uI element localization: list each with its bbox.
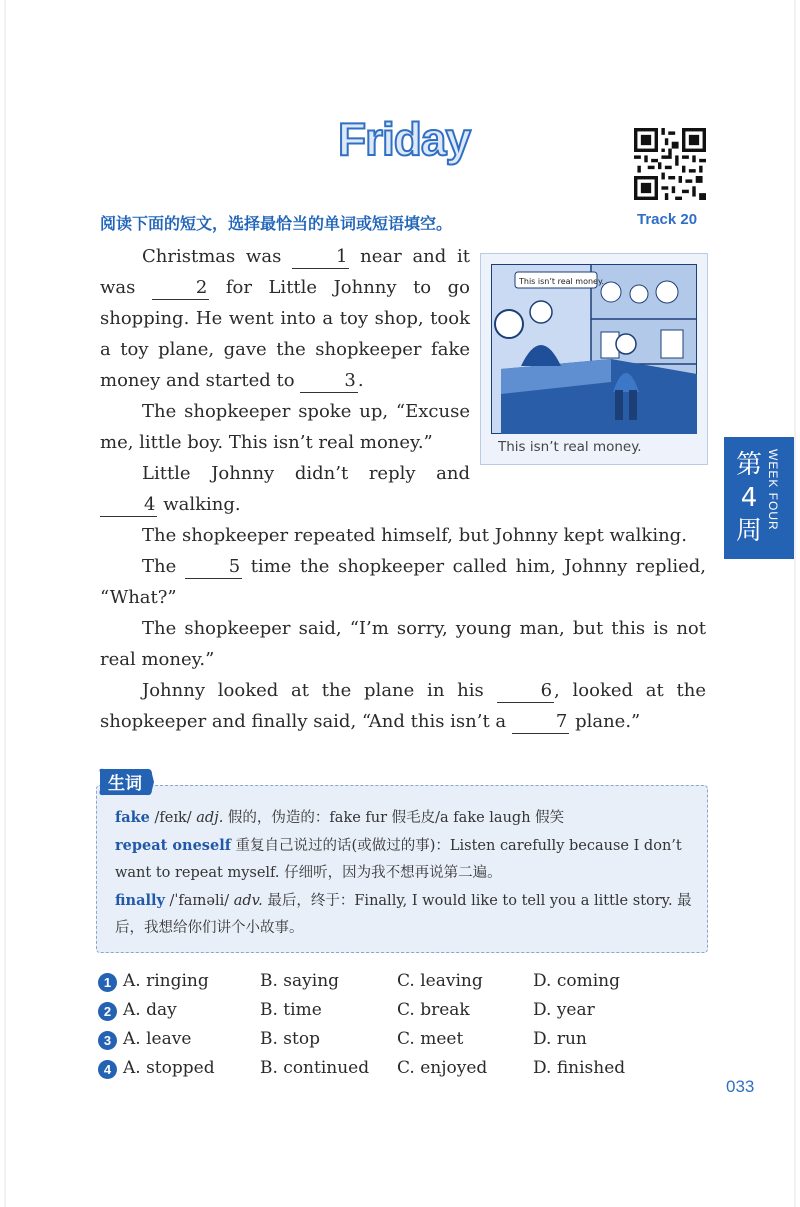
question-number: 4: [98, 1060, 117, 1079]
story-paragraph: The shopkeeper spoke up, “Excuse me, little boy. This isn’t real money.”: [100, 401, 470, 453]
page-title: Friday: [338, 113, 471, 165]
option-a[interactable]: A. day: [123, 1000, 177, 1020]
page-edge-right: [794, 0, 796, 1207]
story-text: [100, 241, 706, 737]
story-paragraph: Little Johnny didn’t reply and 4 walking.: [100, 458, 470, 520]
blank-1[interactable]: 1: [292, 246, 349, 269]
option-d[interactable]: D. coming: [533, 971, 620, 991]
option-a[interactable]: A. ringing: [123, 971, 209, 991]
answer-options: [98, 970, 708, 1086]
blank-5[interactable]: 5: [185, 556, 242, 579]
instruction: 阅读下面的短文，选择最恰当的单词或短语填空。: [100, 214, 453, 233]
option-row: [98, 1028, 708, 1057]
vocab-badge-label: 生词: [108, 774, 142, 794]
blank-2[interactable]: 2: [152, 277, 209, 300]
option-d[interactable]: D. year: [533, 1000, 595, 1020]
qr-code-icon[interactable]: [634, 128, 706, 200]
option-row: [98, 1057, 708, 1086]
question-number: 1: [98, 973, 117, 992]
blank-3[interactable]: 3: [300, 370, 357, 393]
blank-4[interactable]: 4: [100, 494, 157, 517]
illustration-caption: This isn’t real money.: [498, 439, 642, 455]
blank-7[interactable]: 7: [512, 711, 569, 734]
option-b[interactable]: B. stop: [260, 1029, 320, 1049]
track-label: Track 20: [637, 211, 698, 228]
vocab-entry: fake /feɪk/ adj. 假的，伪造的：fake fur 假毛皮/a fake laugh 假笑: [115, 809, 565, 826]
option-a[interactable]: A. stopped: [123, 1058, 215, 1078]
story-paragraph: The shopkeeper said, “I’m sorry, young man, but this is not real money.”: [100, 618, 706, 670]
question-number: 3: [98, 1031, 117, 1050]
option-d[interactable]: D. run: [533, 1029, 587, 1049]
vocab-list: [115, 804, 695, 942]
option-a[interactable]: A. leave: [123, 1029, 192, 1049]
page-edge-left: [4, 0, 6, 1207]
option-d[interactable]: D. finished: [533, 1058, 626, 1078]
option-row: [98, 999, 708, 1028]
week-tab: [724, 437, 794, 559]
week-tab-en: WEEK FOUR: [766, 449, 780, 531]
speech-bubble: This isn’t real money.: [519, 277, 605, 286]
vocab-entry: repeat oneself 重复自己说过的话(或做过的事)：Listen carefully because I don’t want to repeat myself. 仔细听，因为我不想再说第二遍。: [115, 837, 682, 881]
option-c[interactable]: C. enjoyed: [397, 1058, 488, 1078]
option-b[interactable]: B. saying: [260, 971, 340, 991]
vocab-badge: [96, 766, 156, 798]
vocab-box: [96, 785, 708, 953]
option-row: [98, 970, 708, 999]
option-c[interactable]: C. meet: [397, 1029, 464, 1049]
option-b[interactable]: B. continued: [260, 1058, 370, 1078]
question-number: 2: [98, 1002, 117, 1021]
option-b[interactable]: B. time: [260, 1000, 322, 1020]
week-tab-cn: 第4周: [735, 450, 762, 546]
option-c[interactable]: C. leaving: [397, 971, 483, 991]
story-paragraph: Christmas was 1 near and it was 2 for Little Johnny to go shopping. He went into a toy shop, took a toy plane, gave the shopkeeper fake money and started to 3 .: [100, 246, 470, 391]
story-paragraph: The 5 time the shopkeeper called him, Johnny replied, “What?”: [100, 556, 706, 608]
page-number: 033: [726, 1077, 755, 1096]
story-paragraph: The shopkeeper repeated himself, but Johnny kept walking.: [142, 525, 687, 546]
story-paragraph: Johnny looked at the plane in his 6 , looked at the shopkeeper and finally said, “And this isn’t a 7 plane.”: [100, 680, 707, 732]
blank-6[interactable]: 6: [497, 680, 554, 703]
vocab-entry: finally /ˈfaɪnəli/ adv. 最后，终于：Finally, I would like to tell you a little story. 最后，我想给你们讲个小故事。: [115, 892, 692, 936]
option-c[interactable]: C. break: [397, 1000, 470, 1020]
